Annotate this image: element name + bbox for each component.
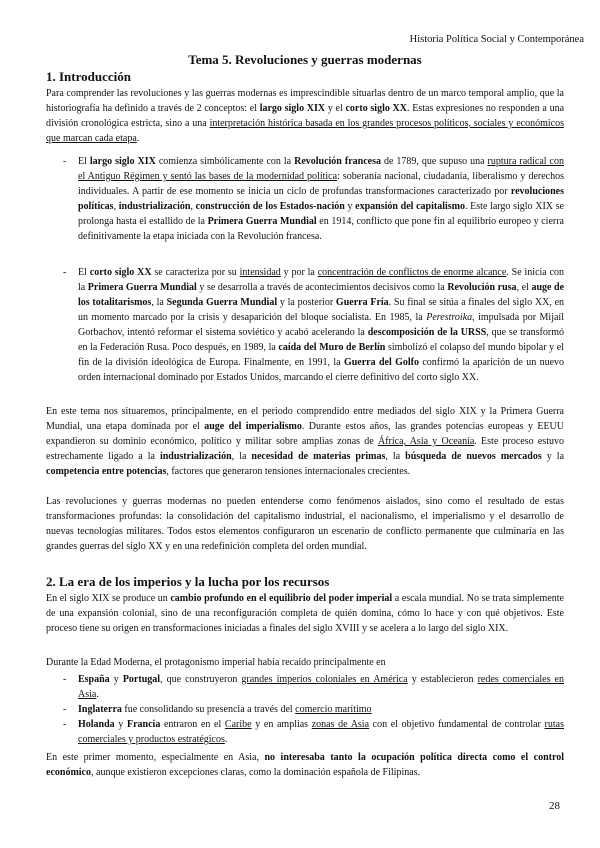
paragraph-poder-imperial: En el siglo XIX se produce un cambio profundo en el equilibrio del poder imperial a escala mundial. No se trata simplemente de una expansión colonial, sino de una reconfiguración completa de quién domina, cómo lo hace y con qué objetivos. Este proceso tiene su origen en transformaciones iniciadas a finales del siglo XVIII y se acelera a lo largo del siglo XIX. — [46, 593, 564, 634]
page-number: 28 — [549, 800, 560, 812]
bullet-dash: - — [63, 719, 67, 730]
intro-paragraph: Para comprender las revoluciones y las guerras modernas es imprescindible situarlas dentro de un marco temporal amplio, que la historiografía ha definido a través de 2 conceptos: el largo siglo XIX y el corto siglo XX. Estas expresiones no responden a una división cronológica estricta, sino a una interpretación histórica basada en los grandes procesos políticos, sociales y económicos que marcan cada etapa. — [46, 88, 565, 144]
section-heading-era-imperios: 2. La era de los imperios y la lucha por los recursos — [46, 574, 330, 589]
paragraph-control-economico: En este primer momento, especialmente en Asia, no interesaba tanto la ocupación política directa como el control económico, aunque existieron excepciones claras, como la dominación española de Filipinas. — [46, 752, 565, 778]
bullet-dash: - — [63, 674, 67, 685]
running-header: Historia Política Social y Contemporánea — [409, 34, 584, 45]
section-heading-introduccion: 1. Introducción — [46, 69, 131, 84]
paragraph-edad-moderna: Durante la Edad Moderna, el protagonismo imperial había recaído principalmente en — [46, 657, 386, 668]
document-title: Tema 5. Revoluciones y guerras modernas — [188, 52, 422, 67]
bullet-dash: - — [63, 267, 67, 278]
list-item-holanda-francia: Holanda y Francia entraron en el Caribe y en amplias zonas de Asia con el objetivo fundamental de controlar rutas comerciales y productos estratégicos. — [78, 719, 564, 745]
bullet-corto-siglo-xx: El corto siglo XX se caracteriza por su intensidad y por la concentración de conflictos de enorme alcance. Se inicia con la Primera Guerra Mundial y se desarrolla a través de acontecimientos decisivos como la Revolución rusa, el auge de los totalitarismos, la Segunda Guerra Mundial y la posterior Guerra Fría. Su final se sitúa a finales del siglo XX, en un momento marcado por la crisis y desaparición del bloque socialista. En 1985, la Perestroika, impulsada por Mijaíl Gorbachov, intentó reformar el sistema soviético y acabó acelerando la descomposición de la URSS, que se transformó en la Federación Rusa. Poco después, en 1989, la caída del Muro de Berlín simbolizó el colapso del mundo bipolar y el fin de la división ideológica de Europa. Finalmente, en 1991, la Guerra del Golfo confirmó la aparición de un nuevo orden internacional dominado por Estados Unidos, marcando el cierre definitivo del corto siglo XX. — [78, 267, 565, 383]
list-item-inglaterra: Inglaterra fue consolidando su presencia a través del comercio marítimo — [78, 704, 372, 715]
bullet-dash: - — [63, 156, 67, 167]
bullet-dash: - — [63, 704, 67, 715]
paragraph-imperialismo: En este tema nos situaremos, principalmente, en el periodo comprendido entre mediados del siglo XIX y la Primera Guerra Mundial, una etapa dominada por el auge del imperialismo. Durante estos años, las grandes potencias europeas y EEUU expandieron su dominio económico, político y militar sobre amplias zonas de África, Asia y Oceanía. Este proceso estuvo estrechamente ligado a la industrialización, la necesidad de materias primas, la búsqueda de nuevos mercados y la competencia entre potencias, factores que generaron tensiones internacionales crecientes. — [46, 406, 565, 477]
paragraph-revoluciones: Las revoluciones y guerras modernas no pueden entenderse como fenómenos aislados, sino como el resultado de estas transformaciones profundas: la consolidación del capitalismo industrial, el nacionalismo, el imperialismo y el desarrollo de nuevas tecnologías militares. Todos estos elementos configuraron un escenario de conflicto permanente que culminaría en las grandes guerras del siglo XX y en una redefinición completa del orden mundial. — [46, 496, 564, 552]
list-item-espana-portugal: España y Portugal, que construyeron grandes imperios coloniales en América y establecieron redes comerciales en Asia. — [78, 674, 564, 700]
bullet-largo-siglo-xix: El largo siglo XIX comienza simbólicamente con la Revolución francesa de 1789, que supuso una ruptura radical con el Antiguo Régimen y sentó las bases de la modernidad política: soberanía nacional, ciudadanía, liberalismo y derechos individuales. A partir de ese momento se inicia un ciclo de profundas transformaciones caracterizado por revoluciones políticas, industrialización, construcción de los Estados-nación y expansión del capitalismo. Este largo siglo XIX se prolonga hasta el estallido de la Primera Guerra Mundial en 1914, conflicto que pone fin al equilibrio europeo y cierra definitivamente la etapa iniciada con la Revolución francesa. — [78, 156, 565, 242]
